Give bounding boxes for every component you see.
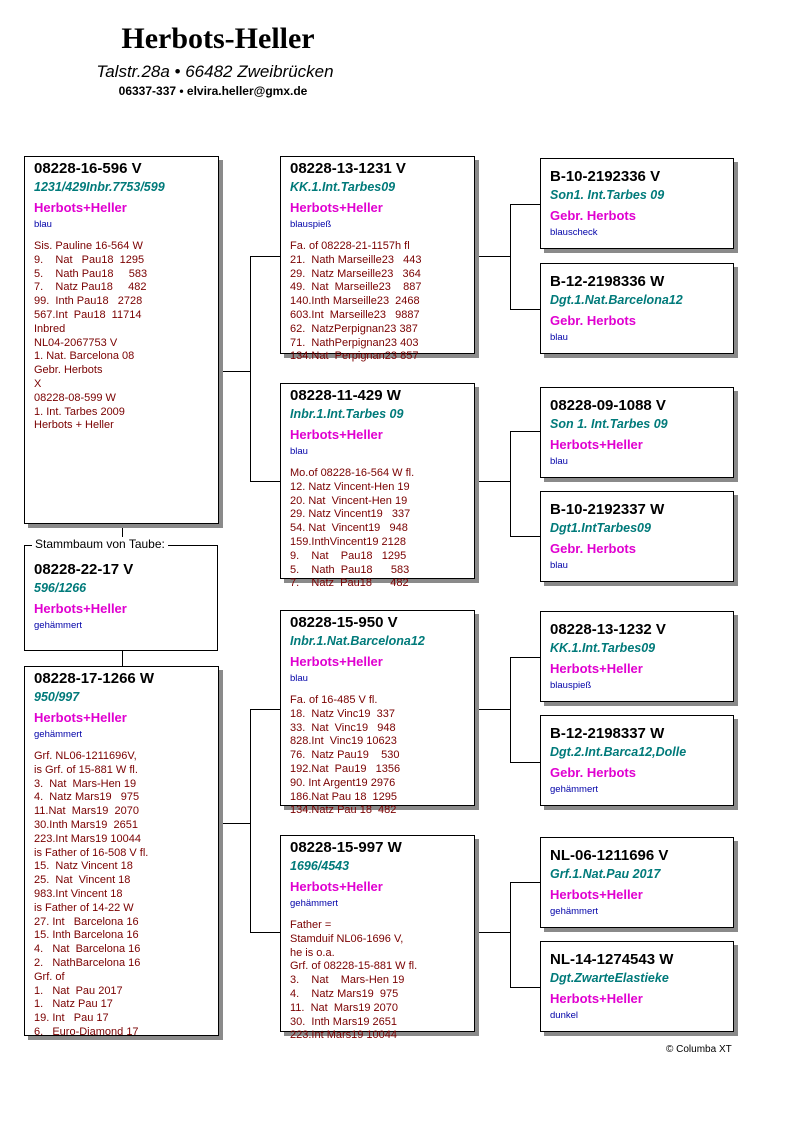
breeder-name: Herbots+Heller xyxy=(550,661,643,676)
connector-line xyxy=(510,657,511,763)
ring-number: 08228-15-997 W xyxy=(290,839,402,856)
plumage-color: blau xyxy=(550,560,568,571)
connector-line xyxy=(474,709,511,710)
breeder-name: Herbots+Heller xyxy=(550,991,643,1006)
performance-line: KK.1.Int.Tarbes09 xyxy=(550,641,656,655)
performance-line: Dgt.ZwarteElastieke xyxy=(550,971,669,985)
ring-number: 08228-17-1266 W xyxy=(34,670,155,687)
address: Talstr.28a • 66482 Zweibrücken xyxy=(96,62,334,81)
connector-line xyxy=(250,256,280,257)
pigeon-card-parent xyxy=(280,610,475,817)
breeder-name: Gebr. Herbots xyxy=(550,208,636,223)
performance-line: 596/1266 xyxy=(34,581,87,595)
breeder-name: Gebr. Herbots xyxy=(550,313,636,328)
performance-line: 1231/429Inbr.7753/599 xyxy=(34,180,165,194)
breeder-name: Herbots+Heller xyxy=(34,200,127,215)
pigeon-card-dam xyxy=(24,666,219,1036)
ring-number: NL-06-1211696 V xyxy=(550,847,669,864)
performance-line: Inbr.1.Nat.Barcelona12 xyxy=(290,634,425,648)
connector-line xyxy=(510,431,511,537)
connector-line xyxy=(474,256,511,257)
plumage-color: blau xyxy=(290,673,308,684)
connector-line xyxy=(510,204,540,205)
performance-line: Dgt.2.Int.Barca12,Dolle xyxy=(550,745,687,759)
plumage-color: blauspieß xyxy=(290,219,332,230)
connector-line xyxy=(510,204,511,310)
ring-number: B-12-2198337 W xyxy=(550,725,665,742)
performance-line: Son1. Int.Tarbes 09 xyxy=(550,188,665,202)
breeder-name: Herbots+Heller xyxy=(290,879,383,894)
pedigree-notes: Fa. of 08228-21-1157h fl 21. Nath Marseille23 443 29. Natz Marseille23 364 49. Nat Marseille23 887 140.Inth Marseille23 2468 603.Int Marseille23 9887 62. NatzPerpignan23 387 71. NathPerpignan23 403 134.Nat Perpignan23 857 xyxy=(290,240,422,363)
plumage-color: blau xyxy=(550,332,568,343)
performance-line: Dgt1.IntTarbes09 xyxy=(550,521,651,535)
connector-line xyxy=(474,481,511,482)
subject-frame xyxy=(24,545,218,651)
connector-line xyxy=(250,481,280,482)
connector-line xyxy=(510,536,540,537)
connector-line xyxy=(510,987,540,988)
breeder-name: Gebr. Herbots xyxy=(550,541,636,556)
connector-line xyxy=(510,309,540,310)
plumage-color: gehämmert xyxy=(550,906,599,917)
pigeon-card-grandparent xyxy=(540,837,734,928)
ring-number: B-12-2198336 W xyxy=(550,273,665,290)
connector-line xyxy=(474,932,511,933)
pedigree-notes: Fa. of 16-485 V fl. 18. Natz Vinc19 337 33. Nat Vinc19 948 828.Int Vinc19 10623 76. Natz Pau19 530 192.Nat Pau19 1356 90. Int Argent19 2976 186.Nat Pau 18 1295 134.Natz Pau 18 482 xyxy=(290,694,401,817)
ring-number: 08228-22-17 V xyxy=(34,561,134,578)
breeder-name: Gebr. Herbots xyxy=(550,765,636,780)
contact: 06337-337 • elvira.heller@gmx.de xyxy=(118,84,308,98)
performance-line: Son 1. Int.Tarbes 09 xyxy=(550,417,668,431)
connector-line xyxy=(510,762,540,763)
performance-line: Grf.1.Nat.Pau 2017 xyxy=(550,867,661,881)
plumage-color: gehämmert xyxy=(290,898,339,909)
plumage-color: blauspieß xyxy=(550,680,592,691)
breeder-name: Herbots+Heller xyxy=(34,601,127,616)
pigeon-card-grandparent xyxy=(540,263,734,354)
pedigree-notes: Sis. Pauline 16-564 W 9. Nat Pau18 1295 5. Nath Pau18 583 7. Natz Pau18 482 99. Inth Pau18 2728 567.Int Pau18 11714 Inbred NL04-2067753 V 1. Nat. Barcelona 08 Gebr. Herbots X 08228-08-599 W 1. Int. Tarbes 2009 Herbots + Heller xyxy=(34,240,148,432)
pigeon-card-grandparent xyxy=(540,491,734,582)
connector-line xyxy=(250,256,251,482)
breeder-name: Herbots+Heller xyxy=(550,437,643,452)
ring-number: 08228-11-429 W xyxy=(290,387,401,404)
copyright-notice: © Columba XT xyxy=(666,1044,732,1055)
pedigree-notes: Grf. NL06-1211696V, is Grf. of 15-881 W fl. 3. Nat Mars-Hen 19 4. Natz Mars19 975 11.Nat Mars19 2070 30.Inth Mars19 2651 223.Int Mars19 10044 is Father of 16-508 V fl. 15. Natz Vincent 18 25. Nat Vincent 18 983.Int Vincent 18 is Father of 14-22 W 27. Int Barcelona 16 15. Inth Barcelona 16 4. Nat Barcelona 16 2. NathBarcelona 16 Grf. of 1. Nat Pau 2017 1. Natz Pau 17 19. Int Pau 17 6. Euro-Diamond 17 xyxy=(34,750,149,1038)
performance-line: 1696/4543 xyxy=(290,859,350,873)
ring-number: NL-14-1274543 W xyxy=(550,951,674,968)
pigeon-card-parent xyxy=(280,835,475,1042)
plumage-color: blauscheck xyxy=(550,227,598,238)
pedigree-notes: Mo.of 08228-16-564 W fl. 12. Natz Vincent-Hen 19 20. Nat Vincent-Hen 19 29. Natz Vincent19 337 54. Nat Vincent19 948 159.InthVincent19 2128 9. Nat Pau18 1295 5. Nath Pau18 583 7. Natz Pau18 482 xyxy=(290,467,415,590)
connector-line xyxy=(218,371,251,372)
connector-line xyxy=(510,431,540,432)
pigeon-card-parent xyxy=(280,383,475,590)
breeder-name: Herbots+Heller xyxy=(550,887,643,902)
connector-line xyxy=(218,823,251,824)
plumage-color: blau xyxy=(34,219,52,230)
page-title: Herbots-Heller xyxy=(121,22,315,55)
ring-number: 08228-13-1232 V xyxy=(550,621,666,638)
ring-number: 08228-09-1088 V xyxy=(550,397,666,414)
breeder-name: Herbots+Heller xyxy=(290,427,383,442)
performance-line: 950/997 xyxy=(34,690,80,704)
connector-line xyxy=(250,709,280,710)
plumage-color: dunkel xyxy=(550,1010,578,1021)
pigeon-card-grandparent xyxy=(540,941,734,1032)
pedigree-caption: Stammbaum von Taube: xyxy=(32,537,168,551)
ring-number: 08228-15-950 V xyxy=(290,614,398,631)
connector-line xyxy=(510,657,540,658)
performance-line: Inbr.1.Int.Tarbes 09 xyxy=(290,407,404,421)
performance-line: KK.1.Int.Tarbes09 xyxy=(290,180,396,194)
connector-line xyxy=(250,932,280,933)
pigeon-card-grandparent xyxy=(540,611,734,702)
plumage-color: gehämmert xyxy=(34,620,83,631)
plumage-color: gehämmert xyxy=(34,729,83,740)
pedigree-notes: Father = Stamduif NL06-1696 V, he is o.a. Grf. of 08228-15-881 W fl. 3. Nat Mars-Hen 19 4. Natz Mars19 975 11. Nat Mars19 2070 30. Inth Mars19 2651 223.Int Mars19 10044 xyxy=(290,919,418,1042)
pigeon-card-grandparent xyxy=(540,715,734,806)
ring-number: 08228-16-596 V xyxy=(34,160,142,177)
connector-line xyxy=(510,882,511,988)
connector-line xyxy=(510,882,540,883)
performance-line: Dgt.1.Nat.Barcelona12 xyxy=(550,293,683,307)
ring-number: 08228-13-1231 V xyxy=(290,160,406,177)
connector-line xyxy=(122,650,123,666)
breeder-name: Herbots+Heller xyxy=(34,710,127,725)
plumage-color: gehämmert xyxy=(550,784,599,795)
breeder-name: Herbots+Heller xyxy=(290,654,383,669)
plumage-color: blau xyxy=(290,446,308,457)
breeder-name: Herbots+Heller xyxy=(290,200,383,215)
ring-number: B-10-2192337 W xyxy=(550,501,665,518)
ring-number: B-10-2192336 V xyxy=(550,168,661,185)
plumage-color: blau xyxy=(550,456,568,467)
pigeon-card-grandparent xyxy=(540,158,734,249)
pigeon-card-grandparent xyxy=(540,387,734,478)
pigeon-card-sibling xyxy=(24,156,219,524)
connector-line xyxy=(250,709,251,933)
pigeon-card-parent xyxy=(280,156,475,363)
